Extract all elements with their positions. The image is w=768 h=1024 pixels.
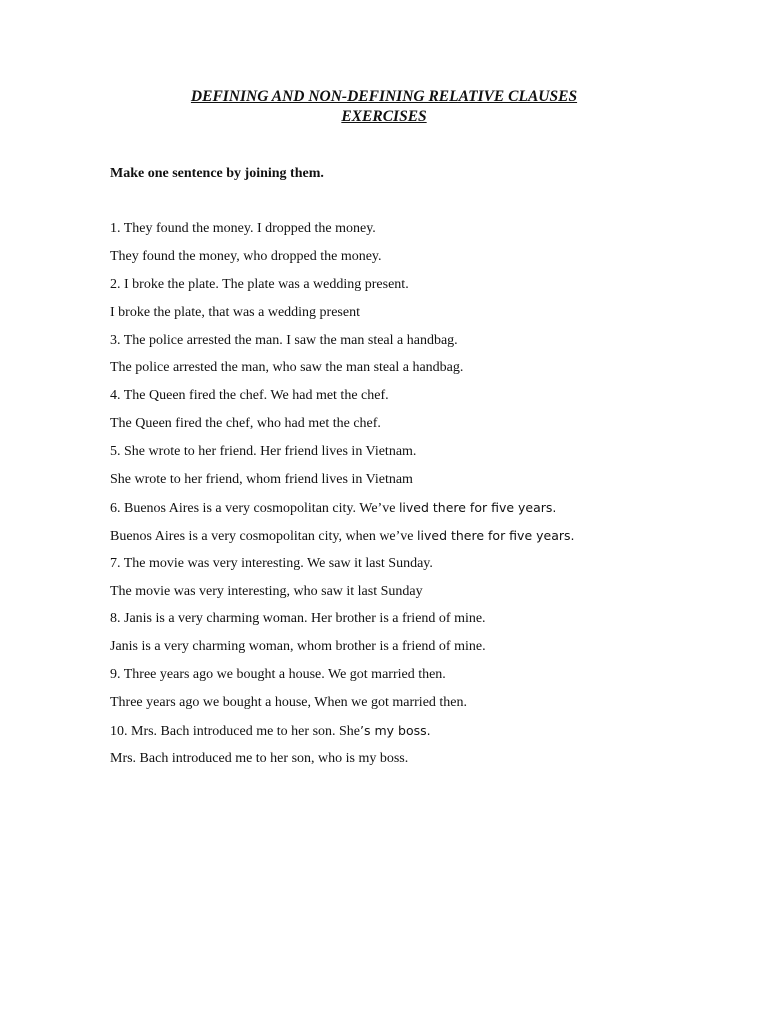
question-6-part-b: lived there for five years. (398, 499, 557, 515)
answer-5: She wrote to her friend, whom friend lives in Vietnam (110, 472, 413, 488)
answer-1: They found the money, who dropped the money. (110, 248, 382, 264)
title-line-2: EXERCISES (341, 108, 427, 125)
question-2: 2. I broke the plate. The plate was a wedding present. (110, 276, 409, 292)
question-6-part-a: 6. Buenos Aires is a very cosmopolitan city. We’ve (110, 500, 399, 516)
answer-8: Janis is a very charming woman, whom brother is a friend of mine. (110, 639, 486, 655)
answer-6-part-a: Buenos Aires is a very cosmopolitan city, when we’ve (110, 528, 418, 544)
instruction: Make one sentence by joining them. (110, 166, 324, 181)
question-5: 5. She wrote to her friend. Her friend lives in Vietnam. (110, 444, 417, 460)
question-7: 7. The movie was very interesting. We saw it last Sunday. (110, 555, 433, 571)
answer-9: Three years ago we bought a house, When we got married then. (110, 695, 468, 711)
exercise-list (110, 220, 670, 778)
question-10 (110, 722, 670, 750)
answer-6 (110, 527, 670, 555)
answer-6-part-b: lived there for five years. (417, 527, 575, 543)
question-1: 1. They found the money. I dropped the money. (110, 221, 376, 236)
answer-7: The movie was very interesting, who saw it last Sunday (110, 583, 423, 599)
question-10-part-a: 10. Mrs. Bach introduced me to her son. She (110, 724, 361, 740)
question-3: 3. The police arrested the man. I saw the man steal a handbag. (110, 332, 458, 348)
answer-3: The police arrested the man, who saw the man steal a handbag. (110, 360, 464, 376)
question-10-part-b: ’s my boss. (360, 723, 431, 739)
question-8: 8. Janis is a very charming woman. Her brother is a friend of mine. (110, 611, 486, 627)
answer-4: The Queen fired the chef, who had met the chef. (110, 416, 381, 432)
answer-2: I broke the plate, that was a wedding present (110, 304, 360, 320)
question-6 (110, 499, 670, 527)
question-4: 4. The Queen fired the chef. We had met the chef. (110, 388, 389, 404)
question-9: 9. Three years ago we bought a house. We got married then. (110, 667, 446, 683)
answer-10: Mrs. Bach introduced me to her son, who is my boss. (110, 750, 409, 766)
title-line-1: DEFINING AND NON-DEFINING RELATIVE CLAUSES (190, 88, 578, 105)
